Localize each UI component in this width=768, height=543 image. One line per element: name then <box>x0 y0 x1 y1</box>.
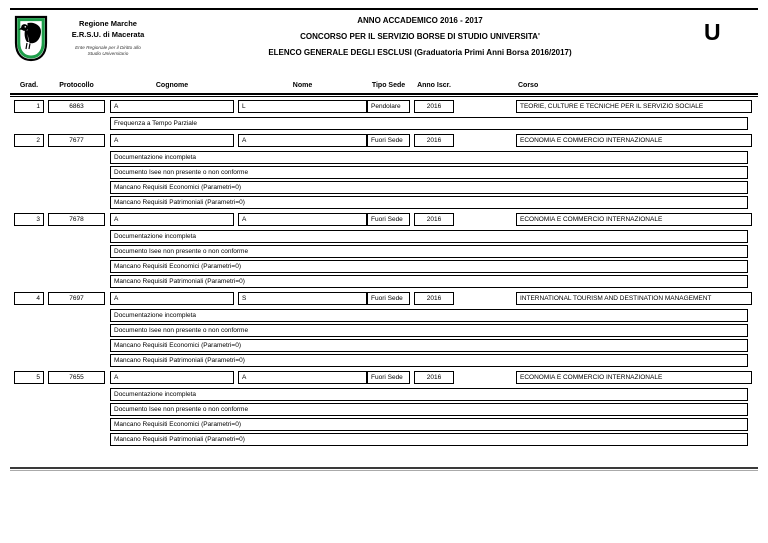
title-concorso: CONCORSO PER IL SERVIZIO BORSE DI STUDIO UNIVERSITA' <box>300 32 540 41</box>
table-row-group <box>0 134 768 209</box>
cell-grad: 4 <box>14 292 44 305</box>
column-header-grad: Grad. <box>19 82 39 89</box>
cell-grad: 5 <box>14 371 44 384</box>
cell-protocollo: 7678 <box>48 213 105 226</box>
exclusion-reason: Mancano Requisiti Economici (Parametri=0) <box>110 181 748 194</box>
column-header-corso: Corso <box>518 82 539 89</box>
cell-cognome: A <box>110 100 234 113</box>
org-description-line2: Studio Universitario <box>87 51 129 56</box>
corner-mark: U <box>704 19 721 45</box>
table-row <box>0 213 768 226</box>
exclusion-reason: Mancano Requisiti Economici (Parametri=0) <box>110 339 748 352</box>
cell-tipo_sede: Fuori Sede <box>367 292 410 305</box>
cell-protocollo: 6863 <box>48 100 105 113</box>
cell-cognome: A <box>110 371 234 384</box>
title-anno-accademico: ANNO ACCADEMICO 2016 - 2017 <box>357 16 483 25</box>
regione-marche-emblem-icon <box>14 15 48 62</box>
table-row-group <box>0 371 768 446</box>
exclusion-reason: Mancano Requisiti Patrimoniali (Parametri=0) <box>110 275 748 288</box>
exclusion-reason: Documento Isee non presente o non conforme <box>110 403 748 416</box>
cell-corso: INTERNATIONAL TOURISM AND DESTINATION MANAGEMENT <box>516 292 752 305</box>
exclusion-reason: Frequenza a Tempo Parziale <box>110 117 748 130</box>
cell-protocollo: 7677 <box>48 134 105 147</box>
column-header-protocollo: Protocollo <box>59 82 94 89</box>
column-header-nome: Nome <box>292 82 313 89</box>
table-row <box>0 100 768 113</box>
cell-tipo_sede: Pendolare <box>367 100 410 113</box>
cell-grad: 2 <box>14 134 44 147</box>
exclusion-reason: Documento Isee non presente o non conforme <box>110 245 748 258</box>
cell-nome: A <box>238 371 367 384</box>
exclusion-reason: Mancano Requisiti Economici (Parametri=0) <box>110 260 748 273</box>
exclusion-reason: Mancano Requisiti Patrimoniali (Parametri=0) <box>110 433 748 446</box>
cell-grad: 3 <box>14 213 44 226</box>
cell-anno_iscr: 2016 <box>414 100 454 113</box>
table-row <box>0 292 768 305</box>
org-name: Regione Marche <box>79 19 137 28</box>
cell-tipo_sede: Fuori Sede <box>367 371 410 384</box>
cell-nome: L <box>238 100 367 113</box>
org-subname: E.R.S.U. di Macerata <box>71 30 145 39</box>
exclusion-reason: Documentazione incompleta <box>110 309 748 322</box>
cell-anno_iscr: 2016 <box>414 134 454 147</box>
title-elenco-esclusi: ELENCO GENERALE DEGLI ESCLUSI (Graduatoria Primi Anni Borsa 2016/2017) <box>268 48 572 57</box>
column-header-tipo_sede: Tipo Sede <box>371 82 406 89</box>
cell-corso: TEORIE, CULTURE E TECNICHE PER IL SERVIZIO SOCIALE <box>516 100 752 113</box>
document-titles <box>120 13 720 61</box>
bottom-rule <box>10 467 758 471</box>
column-header-anno_iscr: Anno Iscr. <box>417 82 451 89</box>
table-body <box>0 100 768 450</box>
cell-corso: ECONOMIA E COMMERCIO INTERNAZIONALE <box>516 213 752 226</box>
table-row-group <box>0 213 768 288</box>
cell-cognome: A <box>110 134 234 147</box>
org-description-line1: Ente Regionale per il Diritto allo <box>75 45 141 50</box>
table-row-group <box>0 100 768 130</box>
cell-corso: ECONOMIA E COMMERCIO INTERNAZIONALE <box>516 134 752 147</box>
cell-cognome: A <box>110 213 234 226</box>
top-rule <box>10 8 758 10</box>
exclusion-reason: Documentazione incompleta <box>110 388 748 401</box>
exclusion-reason: Mancano Requisiti Economici (Parametri=0) <box>110 418 748 431</box>
cell-nome: S <box>238 292 367 305</box>
exclusion-reason: Documento Isee non presente o non conforme <box>110 166 748 179</box>
exclusion-reason: Documentazione incompleta <box>110 151 748 164</box>
cell-protocollo: 7655 <box>48 371 105 384</box>
table-header <box>0 82 768 93</box>
cell-tipo_sede: Fuori Sede <box>367 213 410 226</box>
exclusion-reason: Mancano Requisiti Patrimoniali (Parametri=0) <box>110 196 748 209</box>
exclusion-reason: Mancano Requisiti Patrimoniali (Parametri=0) <box>110 354 748 367</box>
cell-tipo_sede: Fuori Sede <box>367 134 410 147</box>
cell-anno_iscr: 2016 <box>414 371 454 384</box>
cell-nome: A <box>238 134 367 147</box>
cell-cognome: A <box>110 292 234 305</box>
column-header-cognome: Cognome <box>155 82 189 89</box>
cell-protocollo: 7697 <box>48 292 105 305</box>
table-row <box>0 371 768 384</box>
cell-grad: 1 <box>14 100 44 113</box>
cell-corso: ECONOMIA E COMMERCIO INTERNAZIONALE <box>516 371 752 384</box>
emblem-svg <box>14 15 48 62</box>
cell-nome: A <box>238 213 367 226</box>
table-row-group <box>0 292 768 367</box>
header-rule <box>10 93 758 97</box>
exclusion-reason: Documento Isee non presente o non conforme <box>110 324 748 337</box>
cell-anno_iscr: 2016 <box>414 292 454 305</box>
table-row <box>0 134 768 147</box>
exclusion-reason: Documentazione incompleta <box>110 230 748 243</box>
cell-anno_iscr: 2016 <box>414 213 454 226</box>
